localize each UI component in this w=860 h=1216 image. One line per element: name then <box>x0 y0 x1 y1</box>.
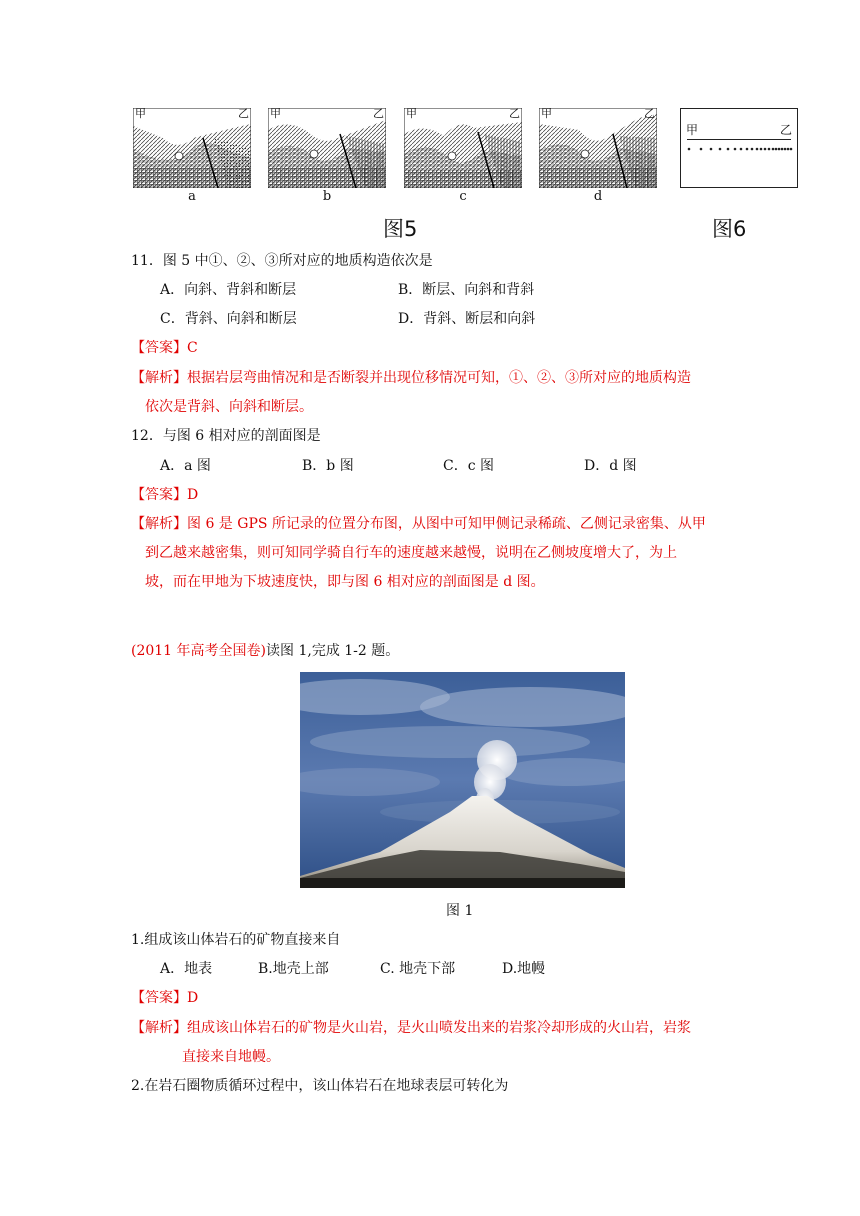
q11-option-c: C．背斜、向斜和断层 <box>160 311 297 327</box>
label-jia: 甲 <box>270 107 281 120</box>
label-jia: 甲 <box>135 107 146 120</box>
label-yi: 乙 <box>509 107 520 120</box>
q11-analysis-line2: 依次是背斜、向斜和断层。 <box>145 399 313 415</box>
figure-6-caption: 图6 <box>712 217 747 241</box>
label-jia: 甲 <box>686 123 699 137</box>
volcano-photo <box>300 672 625 888</box>
profile-d-label: d <box>593 189 603 204</box>
gps-track-figure <box>680 108 798 188</box>
label-jia: 甲 <box>406 107 417 120</box>
label-yi: 乙 <box>779 123 792 137</box>
profile-b <box>268 108 386 188</box>
profile-c-label: c <box>459 189 467 204</box>
section-intro: 读图 1,完成 1-2 题。 <box>266 643 400 659</box>
profile-c <box>404 108 522 188</box>
q12-analysis-line2: 到乙越来越密集，则可知同学骑自行车的速度越来越慢，说明在乙侧坡度增大了，为上 <box>145 545 677 561</box>
profile-b-label: b <box>322 189 332 204</box>
profile-a-label: a <box>188 189 196 204</box>
q12-option-d: D．d 图 <box>584 458 637 474</box>
section-intro-line <box>131 641 399 661</box>
label-yi: 乙 <box>373 107 384 120</box>
q1-analysis-tag: 【解析】 <box>131 1020 187 1036</box>
q1-option-b: B.地壳上部 <box>258 961 329 977</box>
profile-d <box>539 108 657 188</box>
q1-analysis-line2: 直接来自地幔。 <box>182 1049 280 1065</box>
q11-analysis-tag: 【解析】 <box>131 370 187 386</box>
q12-analysis-tag: 【解析】 <box>131 516 187 532</box>
q12-option-b: B．b 图 <box>302 458 354 474</box>
label-jia: 甲 <box>541 107 552 120</box>
gps-points <box>687 145 793 153</box>
q12-answer: 【答案】D <box>131 487 199 503</box>
q1-option-c: C. 地壳下部 <box>380 961 456 977</box>
q12-option-a: A．a 图 <box>160 458 211 474</box>
photo-caption: 图 1 <box>446 903 474 919</box>
q11-analysis-line1: 根据岩层弯曲情况和是否断裂并出现位移情况可知，①、②、③所对应的地质构造 <box>187 370 691 386</box>
q11-stem: 11．图 5 中①、②、③所对应的地质构造依次是 <box>131 253 433 269</box>
figure-5-caption: 图5 <box>383 217 418 241</box>
q11-option-b: B．断层、向斜和背斜 <box>398 282 535 298</box>
q1-option-d: D.地幔 <box>502 961 546 977</box>
profile-a <box>133 108 251 188</box>
q1-option-a: A．地表 <box>160 961 213 977</box>
q12-option-c: C．c 图 <box>443 458 495 474</box>
q1-stem: 1.组成该山体岩石的矿物直接来自 <box>131 932 341 948</box>
q11-answer: 【答案】C <box>131 340 198 356</box>
q12-analysis-line3: 坡，而在甲地为下坡速度快，即与图 6 相对应的剖面图是 d 图。 <box>145 574 545 590</box>
exam-source: (2011 年高考全国卷) <box>131 643 267 659</box>
q11-option-d: D．背斜、断层和向斜 <box>398 311 536 327</box>
q1-analysis-line1: 组成该山体岩石的矿物是火山岩，是火山喷发出来的岩浆冷却形成的火山岩，岩浆 <box>187 1020 691 1036</box>
q1-answer: 【答案】D <box>131 990 199 1006</box>
label-yi: 乙 <box>644 107 655 120</box>
q12-analysis-line1: 图 6 是 GPS 所记录的位置分布图，从图中可知甲侧记录稀疏、乙侧记录密集、从甲 <box>187 516 706 532</box>
q12-stem: 12．与图 6 相对应的剖面图是 <box>131 428 321 444</box>
q2-stem: 2.在岩石圈物质循环过程中，该山体岩石在地球表层可转化为 <box>131 1078 509 1094</box>
label-yi: 乙 <box>238 107 249 120</box>
q11-option-a: A．向斜、背斜和断层 <box>160 282 297 298</box>
route-line <box>687 139 791 140</box>
